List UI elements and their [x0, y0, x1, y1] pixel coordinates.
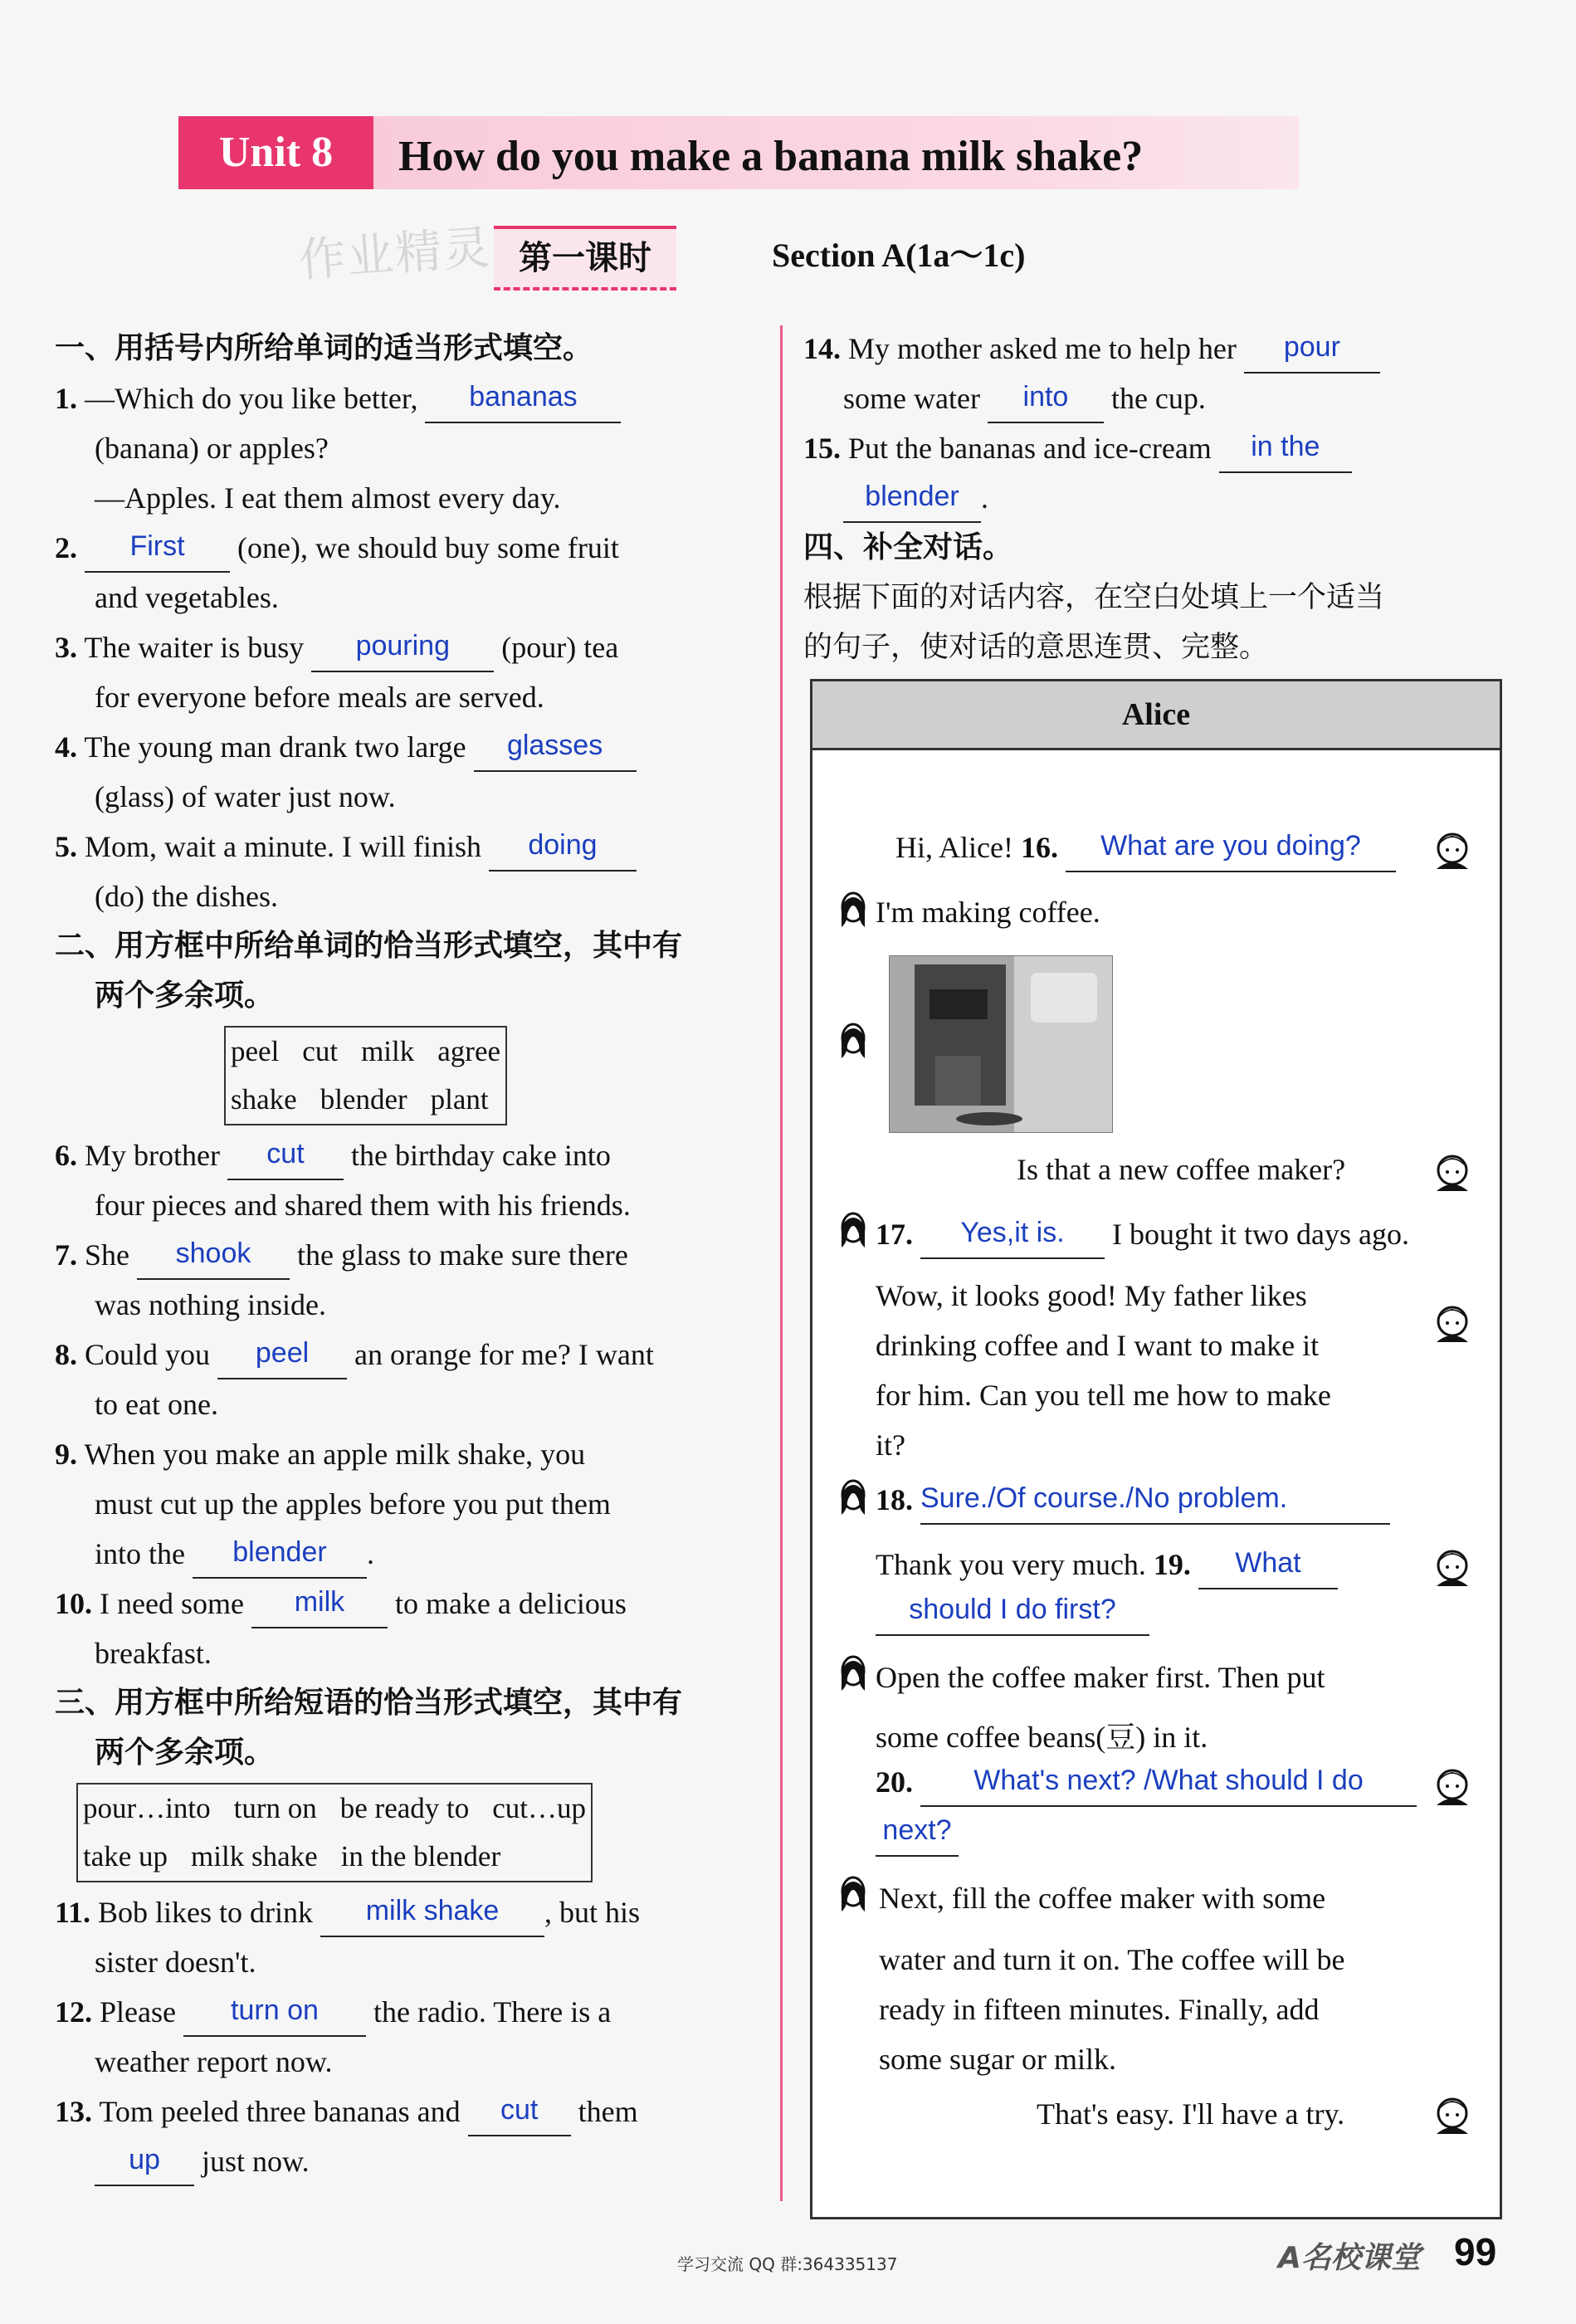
left-column: 一、用括号内所给单词的适当形式填空。 1. —Which do you like better, bananas (banana) or apples? —Apples. I eat them almost every day. 2. First (one), we should buy some fruit and vegetables. 3. The waiter is busy pouring (pour) tea for everyone before meals are served. 4. The young man drank two large glasses (glass) of water just now. 5. Mom, wait a minute. I will finish doing (do) the dishes. 二、用方框中所给单词的恰当形式填空，其中有 两个多余项。 peel cut milk agree shake blender plant 6. My brother cut the birthday cake into four pieces and shared them with his friends. 7. She shook the glass to make sure there was nothing inside. 8. Could you peel an orange for me? I want to eat one. 9. When you make an apple milk shake, you must cut up the apples before you put them into the blender . 10. I need some milk to make a delicious breakfast. 三、用方框中所给短语的恰当形式填空，其中有 两个多余项。 pour…into turn on be ready to cut…up take up milk shake in the blender 11. Bob likes to drink milk shake , but his sister doesn't. 12. Please turn on the radio. There is a weather report now. 13. Tom peeled three bananas and cut them up just now. [55, 324, 752, 2186]
q13-blank-1[interactable]: cut [468, 2093, 571, 2136]
q15: 15. Put the bananas and ice-cream in the [803, 423, 1507, 473]
q10-blank[interactable]: milk [251, 1585, 388, 1628]
q10: 10. I need some milk to make a delicious [55, 1579, 752, 1628]
q3: 3. The waiter is busy pouring (pour) tea [55, 622, 752, 672]
boy-avatar-icon [831, 1873, 876, 1918]
unit-title: How do you make a banana milk shake? [398, 133, 1144, 180]
column-divider [780, 325, 783, 2201]
q8: 8. Could you peel an orange for me? I want [55, 1330, 752, 1379]
boy-avatar-icon [831, 1653, 876, 1697]
part1-heading: 一、用括号内所给单词的适当形式填空。 [55, 331, 593, 365]
q4: 4. The young man drank two large glasses [55, 722, 752, 772]
unit-label: Unit 8 [178, 116, 373, 189]
lesson-tag: 第一课时 [494, 226, 676, 290]
girl-avatar-icon [1430, 1764, 1475, 1809]
right-column: 14. My mother asked me to help her pour some water into the cup. 15. Put the bananas and ice-cream in the blender . 四、补全对话。 根据下面的对话内容，在空白处填上一个适当 的句子，使对话的意思连贯、完整。 [803, 324, 1507, 672]
q14-blank-2[interactable]: into [988, 380, 1104, 423]
q13: 13. Tom peeled three bananas and cut them [55, 2087, 752, 2136]
q1: 1. —Which do you like better, bananas [55, 374, 752, 423]
q13-blank-2[interactable]: up [95, 2143, 194, 2186]
page-number: 99 [1454, 2230, 1497, 2273]
q16-blank[interactable]: What are you doing? [1066, 829, 1396, 872]
q18-blank[interactable]: Sure./Of course./No problem. [920, 1482, 1390, 1525]
word-box-1: peel cut milk agree shake blender plant [224, 1026, 507, 1125]
q1-blank[interactable]: bananas [425, 380, 621, 423]
part2-heading: 二、用方框中所给单词的恰当形式填空，其中有 [55, 929, 683, 963]
q7: 7. She shook the glass to make sure there [55, 1230, 752, 1280]
q19-blank-2[interactable]: should I do first? [876, 1593, 1149, 1636]
q20-blank-2[interactable]: next? [876, 1814, 959, 1857]
q20-blank-1[interactable]: What's next? /What should I do [920, 1764, 1417, 1807]
q14-blank-1[interactable]: pour [1244, 330, 1380, 374]
q9: 9. When you make an apple milk shake, you [55, 1438, 586, 1471]
part4-heading: 四、补全对话。 [803, 530, 1013, 564]
girl-avatar-icon [1430, 1545, 1475, 1589]
girl-avatar-icon [1430, 1301, 1475, 1345]
boy-avatar-icon [831, 1020, 876, 1065]
dialog-line-17: 17. Yes,it is. I bought it two days ago. [876, 1209, 1409, 1259]
girl-avatar-icon [1430, 828, 1475, 872]
q7-blank[interactable]: shook [137, 1237, 290, 1280]
boy-avatar-icon [831, 889, 876, 934]
coffee-maker-photo [889, 955, 1113, 1133]
q11-blank[interactable]: milk shake [320, 1894, 544, 1937]
dialog-box: Alice Hi, Alice! 16. What are you doing? I'm making coffee. Is that a new coffee maker? 17. Yes,it is. I bought it two days ago. Wow, it looks good! My father likes drinking coffee and I want to make it for him. Can you tell me how to make it? 18. Sure./Of course./No problem. Thank you very much. 19. What should I do first? Open the coffee maker first. Then put some coffee beans(豆) in it. 20. What's next? /What should I do next? Next, fill the coffee maker with some water and turn it on. The coffee will be ready in fifteen minutes. Finally, add some sugar or milk. That's easy. I'll have a try. [810, 679, 1502, 2219]
q8-blank[interactable]: peel [217, 1336, 347, 1379]
boy-avatar-icon [831, 1209, 876, 1254]
q14: 14. My mother asked me to help her pour [803, 324, 1507, 374]
boy-avatar-icon [831, 1477, 876, 1521]
dialog-line-19: Thank you very much. 19. What [876, 1540, 1338, 1589]
unit-banner [178, 116, 1299, 189]
part3-heading: 三、用方框中所给短语的恰当形式填空，其中有 [55, 1686, 683, 1720]
section-title: Section A(1a～1c) [772, 237, 1026, 274]
watermark: 作业精灵 [297, 220, 494, 289]
q15-blank-1[interactable]: in the [1219, 430, 1352, 473]
q9-blank[interactable]: blender [193, 1536, 367, 1579]
q6-blank[interactable]: cut [227, 1137, 344, 1180]
q11: 11. Bob likes to drink milk shake , but his [55, 1887, 752, 1937]
girl-avatar-icon [1430, 2092, 1475, 2137]
q4-blank[interactable]: glasses [474, 729, 637, 772]
q17-blank[interactable]: Yes,it is. [920, 1216, 1105, 1259]
q15-blank-2[interactable]: blender [843, 480, 981, 523]
q12-blank[interactable]: turn on [183, 1994, 366, 2037]
dialog-title: Alice [812, 681, 1500, 750]
coffee-maker-icon [890, 956, 1112, 1132]
q19-blank-1[interactable]: What [1198, 1546, 1338, 1589]
q2: 2. First (one), we should buy some fruit [55, 523, 752, 573]
q12: 12. Please turn on the radio. There is a [55, 1987, 752, 2037]
footer-qq-group: 学习交流 QQ 群:364335137 [677, 2254, 898, 2274]
dialog-line-16: Hi, Alice! 16. What are you doing? [895, 823, 1396, 872]
brand-logo: A名校课堂 [1278, 2241, 1421, 2275]
q5: 5. Mom, wait a minute. I will finish doing [55, 822, 752, 872]
lesson-row [299, 217, 1129, 292]
girl-avatar-icon [1430, 1150, 1475, 1194]
q6: 6. My brother cut the birthday cake into [55, 1130, 752, 1180]
dialog-line-20: 20. What's next? /What should I do [876, 1757, 1417, 1807]
q5-blank[interactable]: doing [489, 828, 637, 872]
q3-blank[interactable]: pouring [311, 629, 494, 672]
q2-blank[interactable]: First [85, 530, 230, 573]
phrase-box: pour…into turn on be ready to cut…up take up milk shake in the blender [76, 1783, 593, 1882]
dialog-line-18: 18. Sure./Of course./No problem. [876, 1475, 1390, 1525]
